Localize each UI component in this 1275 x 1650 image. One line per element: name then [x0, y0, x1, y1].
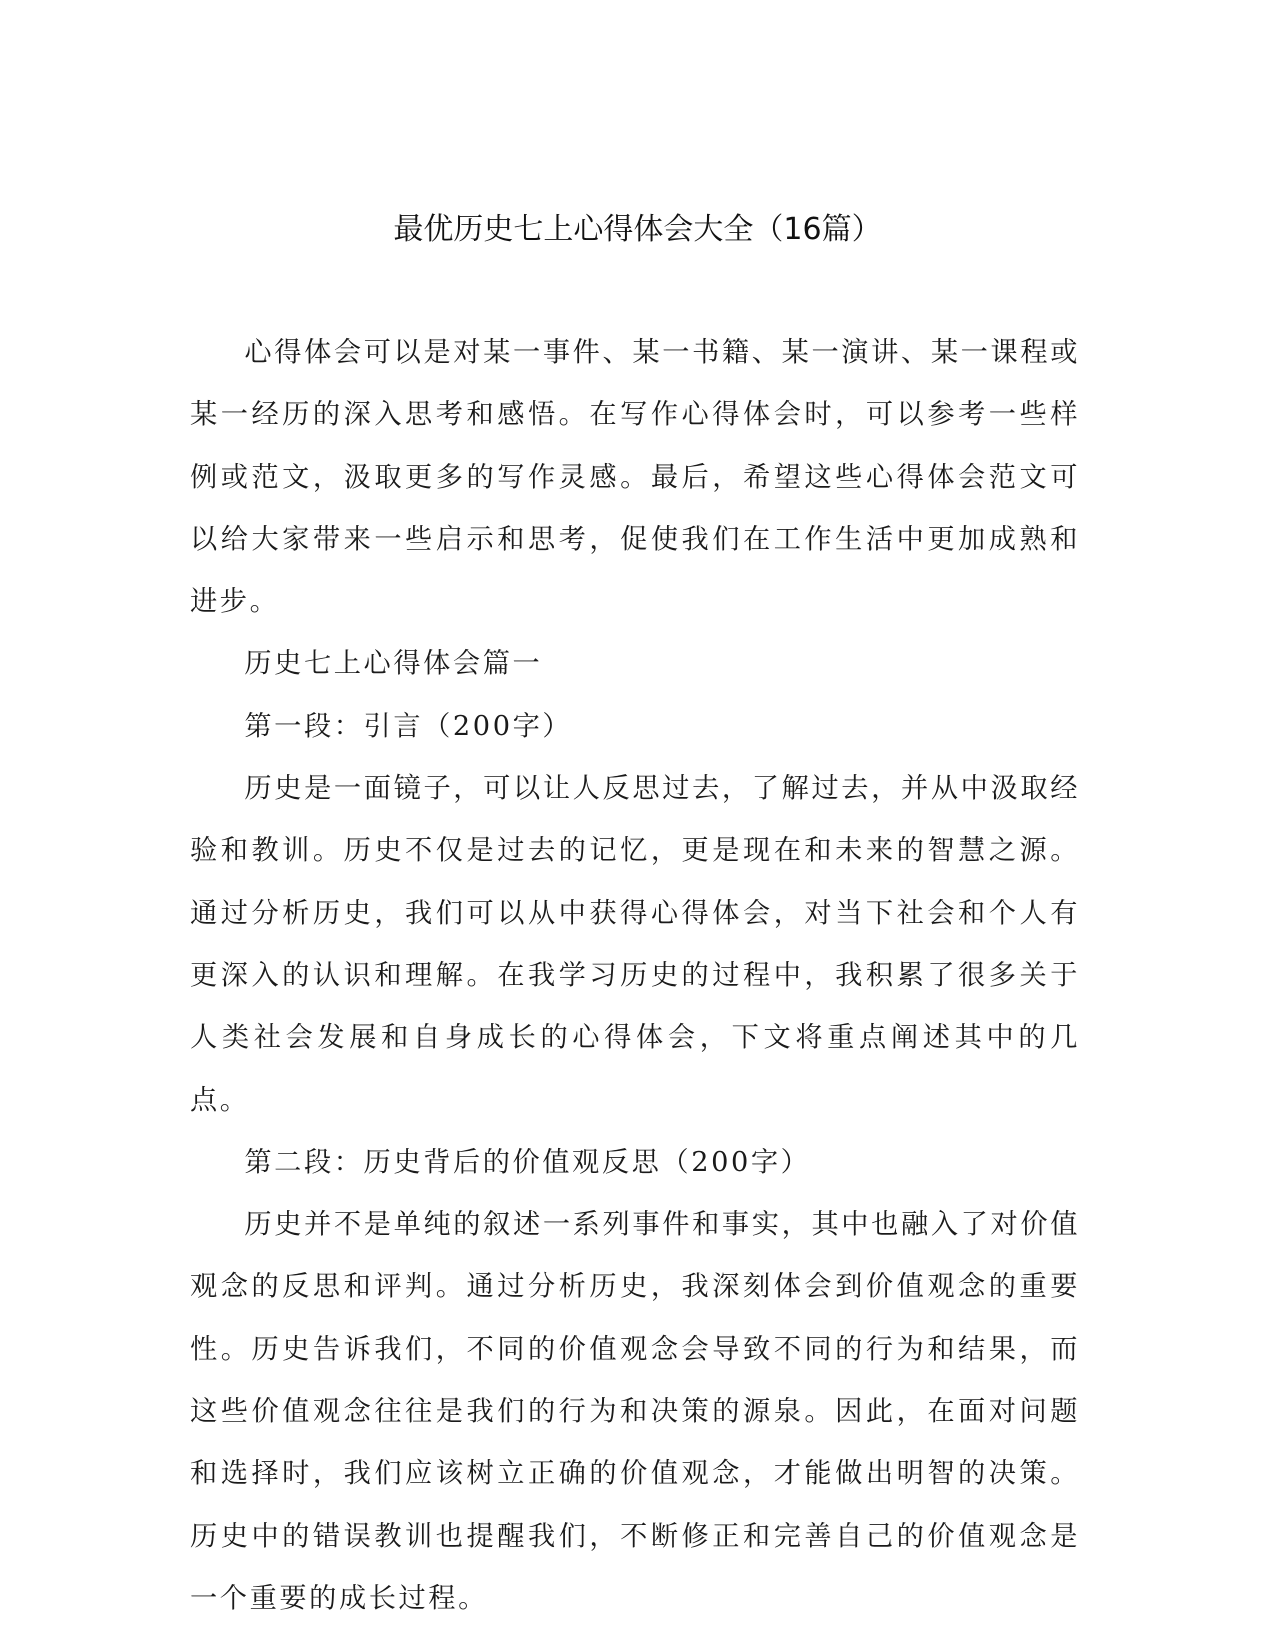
section-heading-part-one: 历史七上心得体会篇一 — [244, 648, 543, 680]
section-heading-values: 第二段：历史背后的价值观反思（200字） — [244, 1146, 811, 1178]
body-paragraph-history-mirror: 历史是一面镜子，可以让人反思过去，了解过去，并从中汲取经验和教训。历史不仅是过去的记忆，更是现在和未来的智慧之源。通过分析历史，我们可以从中获得心得体会，对当下社会和个人有更深入的认识和理解。在我学习历史的过程中，我积累了很多关于人类社会发展和自身成长的心得体会，下文将重点阐述其中的几点。 — [190, 773, 1080, 1116]
section-heading-intro: 第一段：引言（200字） — [244, 710, 573, 742]
document-body — [190, 322, 1080, 1630]
document-title: 最优历史七上心得体会大全（16篇） — [393, 212, 882, 247]
intro-paragraph: 心得体会可以是对某一事件、某一书籍、某一演讲、某一课程或某一经历的深入思考和感悟。在写作心得体会时，可以参考一些样例或范文，汲取更多的写作灵感。最后，希望这些心得体会范文可以给大家带来一些启示和思考，促使我们在工作生活中更加成熟和进步。 — [190, 337, 1080, 618]
body-paragraph-values: 历史并不是单纯的叙述一系列事件和事实，其中也融入了对价值观念的反思和评判。通过分析历史，我深刻体会到价值观念的重要性。历史告诉我们，不同的价值观念会导致不同的行为和结果，而这些价值观念往往是我们的行为和决策的源泉。因此，在面对问题和选择时，我们应该树立正确的价值观念，才能做出明智的决策。历史中的错误教训也提醒我们，不断修正和完善自己的价值观念是一个重要的成长过程。 — [190, 1209, 1080, 1614]
